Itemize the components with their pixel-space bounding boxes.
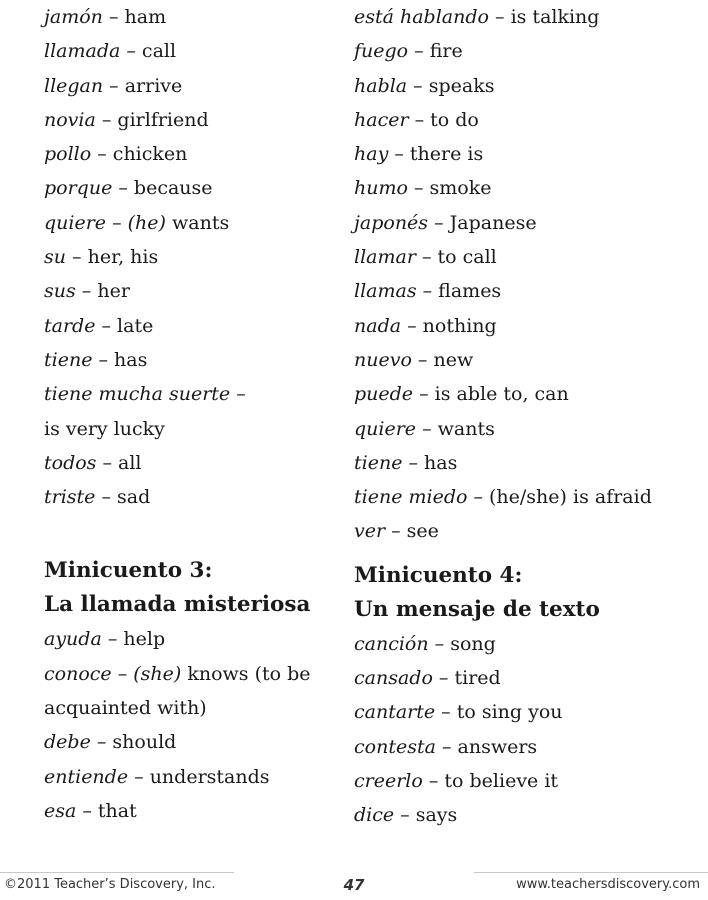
spanish-term: creerlo bbox=[354, 769, 423, 792]
vocab-entry: japonés – Japanese bbox=[354, 211, 537, 234]
spanish-term: cantarte bbox=[354, 701, 436, 724]
vocab-entry: jamón – ham bbox=[44, 6, 167, 28]
spanish-term: cansado bbox=[354, 667, 433, 690]
english-translation: tired bbox=[454, 667, 501, 690]
spanish-term: puede bbox=[354, 383, 414, 406]
spanish-term: triste bbox=[44, 486, 96, 509]
vocab-entry: su – her, his bbox=[44, 246, 159, 269]
spanish-term: hay bbox=[354, 143, 389, 166]
spanish-term: está hablando bbox=[354, 6, 489, 28]
spanish-term: llamada bbox=[44, 40, 121, 63]
spanish-term: entiende bbox=[44, 765, 129, 788]
vocab-entry: llamada – call bbox=[44, 40, 177, 63]
minicuento-4-heading-line1: Minicuento 4: bbox=[354, 562, 523, 588]
english-translation: wants bbox=[437, 417, 495, 440]
english-translation: song bbox=[450, 632, 496, 655]
spanish-term: llamas bbox=[354, 280, 417, 303]
vocab-entry: sus – her bbox=[44, 280, 130, 303]
spanish-term: ayuda bbox=[44, 628, 102, 651]
vocab-entry: dice – says bbox=[354, 804, 458, 827]
vocab-entry: debe – should bbox=[44, 731, 177, 754]
minicuento-4-heading-line2: Un mensaje de texto bbox=[354, 596, 600, 622]
english-translation: Japanese bbox=[449, 211, 537, 234]
vocab-entry: porque – because bbox=[44, 177, 213, 200]
vocab-continuation: acquainted with) bbox=[44, 697, 207, 720]
english-translation: flames bbox=[438, 280, 502, 303]
vocab-entry: puede – is able to, can bbox=[354, 383, 569, 406]
english-translation: arrive bbox=[124, 74, 183, 97]
vocab-entry: creerlo – to believe it bbox=[354, 769, 559, 792]
english-translation: has bbox=[424, 451, 458, 474]
left-vocab-list-top bbox=[44, 0, 334, 514]
vocab-entry: nuevo – new bbox=[354, 348, 474, 371]
vocab-entry: habla – speaks bbox=[354, 74, 495, 97]
english-translation: there is bbox=[409, 143, 484, 166]
vocab-entry: fuego – fire bbox=[354, 40, 463, 63]
english-translation: late bbox=[117, 314, 154, 337]
english-translation: smoke bbox=[429, 177, 492, 200]
vocab-entry: quiere – wants bbox=[354, 417, 495, 440]
vocab-entry: esa – that bbox=[44, 799, 137, 822]
vocab-entry: tarde – late bbox=[44, 314, 154, 337]
spanish-term: conoce bbox=[44, 662, 112, 685]
footer-rule-left bbox=[0, 872, 234, 873]
left-column bbox=[44, 0, 334, 828]
page-number: 47 bbox=[343, 876, 365, 894]
english-translation: has bbox=[114, 348, 148, 371]
english-translation: help bbox=[123, 628, 166, 651]
english-translation: is able to, can bbox=[434, 383, 569, 406]
vocab-entry: tiene – has bbox=[354, 451, 458, 474]
spanish-term: canción bbox=[354, 632, 429, 655]
vocab-entry: está hablando – is talking bbox=[354, 6, 600, 28]
spanish-term: esa bbox=[44, 799, 77, 822]
english-translation: answers bbox=[457, 735, 538, 758]
spanish-term: pollo bbox=[44, 143, 92, 166]
right-vocab-list-top bbox=[354, 0, 694, 549]
vocab-entry: todos – all bbox=[44, 451, 142, 474]
spanish-term: tarde bbox=[44, 314, 96, 337]
spanish-term: tiene bbox=[44, 348, 93, 371]
english-translation: nothing bbox=[422, 314, 497, 337]
spanish-term: novia bbox=[44, 108, 96, 131]
english-translation: is talking bbox=[510, 6, 600, 28]
vocab-entry: entiende – understands bbox=[44, 765, 270, 788]
spanish-term: llegan bbox=[44, 74, 104, 97]
spanish-term: contesta bbox=[354, 735, 436, 758]
vocab-entry: tiene – has bbox=[44, 348, 148, 371]
english-translation: sad bbox=[117, 486, 151, 509]
english-translation: wants bbox=[172, 211, 230, 234]
vocab-entry: hay – there is bbox=[354, 143, 484, 166]
vocab-entry: llamas – flames bbox=[354, 280, 502, 303]
english-translation: all bbox=[118, 451, 142, 474]
vocab-continuation: is very lucky bbox=[44, 417, 165, 440]
english-translation: chicken bbox=[112, 143, 188, 166]
english-translation: ham bbox=[124, 6, 167, 28]
vocab-entry: hacer – to do bbox=[354, 108, 479, 131]
english-translation: girlfriend bbox=[117, 108, 209, 131]
vocab-entry: cansado – tired bbox=[354, 667, 501, 690]
vocab-entry: llamar – to call bbox=[354, 246, 497, 269]
english-translation: speaks bbox=[428, 74, 495, 97]
minicuento-3-heading-line2: La llamada misteriosa bbox=[44, 592, 311, 618]
vocab-entry: canción – song bbox=[354, 632, 496, 655]
subject-hint: (he) bbox=[127, 211, 166, 234]
english-translation: new bbox=[433, 348, 474, 371]
english-translation: call bbox=[141, 40, 177, 63]
copyright-text: ©2011 Teacher’s Discovery, Inc. bbox=[4, 877, 216, 892]
right-column bbox=[354, 0, 694, 833]
spanish-term: nada bbox=[354, 314, 402, 337]
minicuento-3-heading-line1: Minicuento 3: bbox=[44, 558, 213, 584]
vocab-entry: ayuda – help bbox=[44, 628, 166, 651]
vocab-entry: cantarte – to sing you bbox=[354, 701, 563, 724]
spanish-term: japonés bbox=[354, 211, 429, 234]
english-translation: (he/she) is afraid bbox=[489, 486, 652, 509]
english-translation: see bbox=[406, 520, 439, 543]
spanish-term: ver bbox=[354, 520, 386, 543]
english-translation: understands bbox=[149, 765, 270, 788]
english-translation: to do bbox=[430, 108, 479, 131]
spanish-term: jamón bbox=[44, 6, 103, 28]
vocab-entry: novia – girlfriend bbox=[44, 108, 209, 131]
vocab-entry: humo – smoke bbox=[354, 177, 492, 200]
right-vocab-list-bottom bbox=[354, 627, 694, 833]
spanish-term: habla bbox=[354, 74, 408, 97]
english-translation: says bbox=[415, 804, 458, 827]
spanish-term: tiene mucha suerte bbox=[44, 383, 231, 406]
footer-rule-right bbox=[474, 872, 708, 873]
english-translation: to sing you bbox=[456, 701, 563, 724]
vocab-entry: tiene miedo – (he/she) is afraid bbox=[354, 486, 652, 509]
spanish-term: todos bbox=[44, 451, 97, 474]
spanish-term: quiere bbox=[44, 211, 107, 234]
spanish-term: sus bbox=[44, 280, 76, 303]
english-translation: fire bbox=[429, 40, 463, 63]
spanish-term: nuevo bbox=[354, 348, 412, 371]
spanish-term: su bbox=[44, 246, 66, 269]
vocab-entry: quiere – (he) wants bbox=[44, 211, 230, 234]
english-translation: her bbox=[97, 280, 130, 303]
vocab-entry: triste – sad bbox=[44, 486, 151, 509]
spanish-term: fuego bbox=[354, 40, 409, 63]
english-translation: to believe it bbox=[444, 769, 559, 792]
english-translation: her, his bbox=[87, 246, 159, 269]
spanish-term: hacer bbox=[354, 108, 409, 131]
spanish-term: dice bbox=[354, 804, 395, 827]
spanish-term: quiere bbox=[354, 417, 417, 440]
left-vocab-list-bottom bbox=[44, 622, 334, 828]
website-url: www.teachersdiscovery.com bbox=[516, 877, 700, 892]
vocab-entry: tiene mucha suerte – bbox=[44, 383, 246, 406]
spanish-term: llamar bbox=[354, 246, 416, 269]
vocab-entry: contesta – answers bbox=[354, 735, 538, 758]
english-translation: should bbox=[112, 731, 177, 754]
spanish-term: debe bbox=[44, 731, 91, 754]
vocab-entry: nada – nothing bbox=[354, 314, 497, 337]
english-translation: because bbox=[133, 177, 213, 200]
english-translation: to call bbox=[437, 246, 497, 269]
vocab-entry: llegan – arrive bbox=[44, 74, 183, 97]
vocab-entry: conoce – (she) knows (to be bbox=[44, 662, 311, 685]
spanish-term: humo bbox=[354, 177, 408, 200]
vocab-entry: ver – see bbox=[354, 520, 439, 543]
spanish-term: tiene bbox=[354, 451, 403, 474]
english-translation: that bbox=[97, 799, 137, 822]
spanish-term: porque bbox=[44, 177, 113, 200]
page-footer bbox=[0, 872, 708, 900]
english-translation: knows (to be bbox=[187, 662, 311, 685]
vocab-entry bbox=[44, 691, 334, 725]
subject-hint: (she) bbox=[133, 662, 182, 685]
vocab-entry bbox=[44, 412, 334, 446]
vocab-entry: pollo – chicken bbox=[44, 143, 188, 166]
spanish-term: tiene miedo bbox=[354, 486, 468, 509]
